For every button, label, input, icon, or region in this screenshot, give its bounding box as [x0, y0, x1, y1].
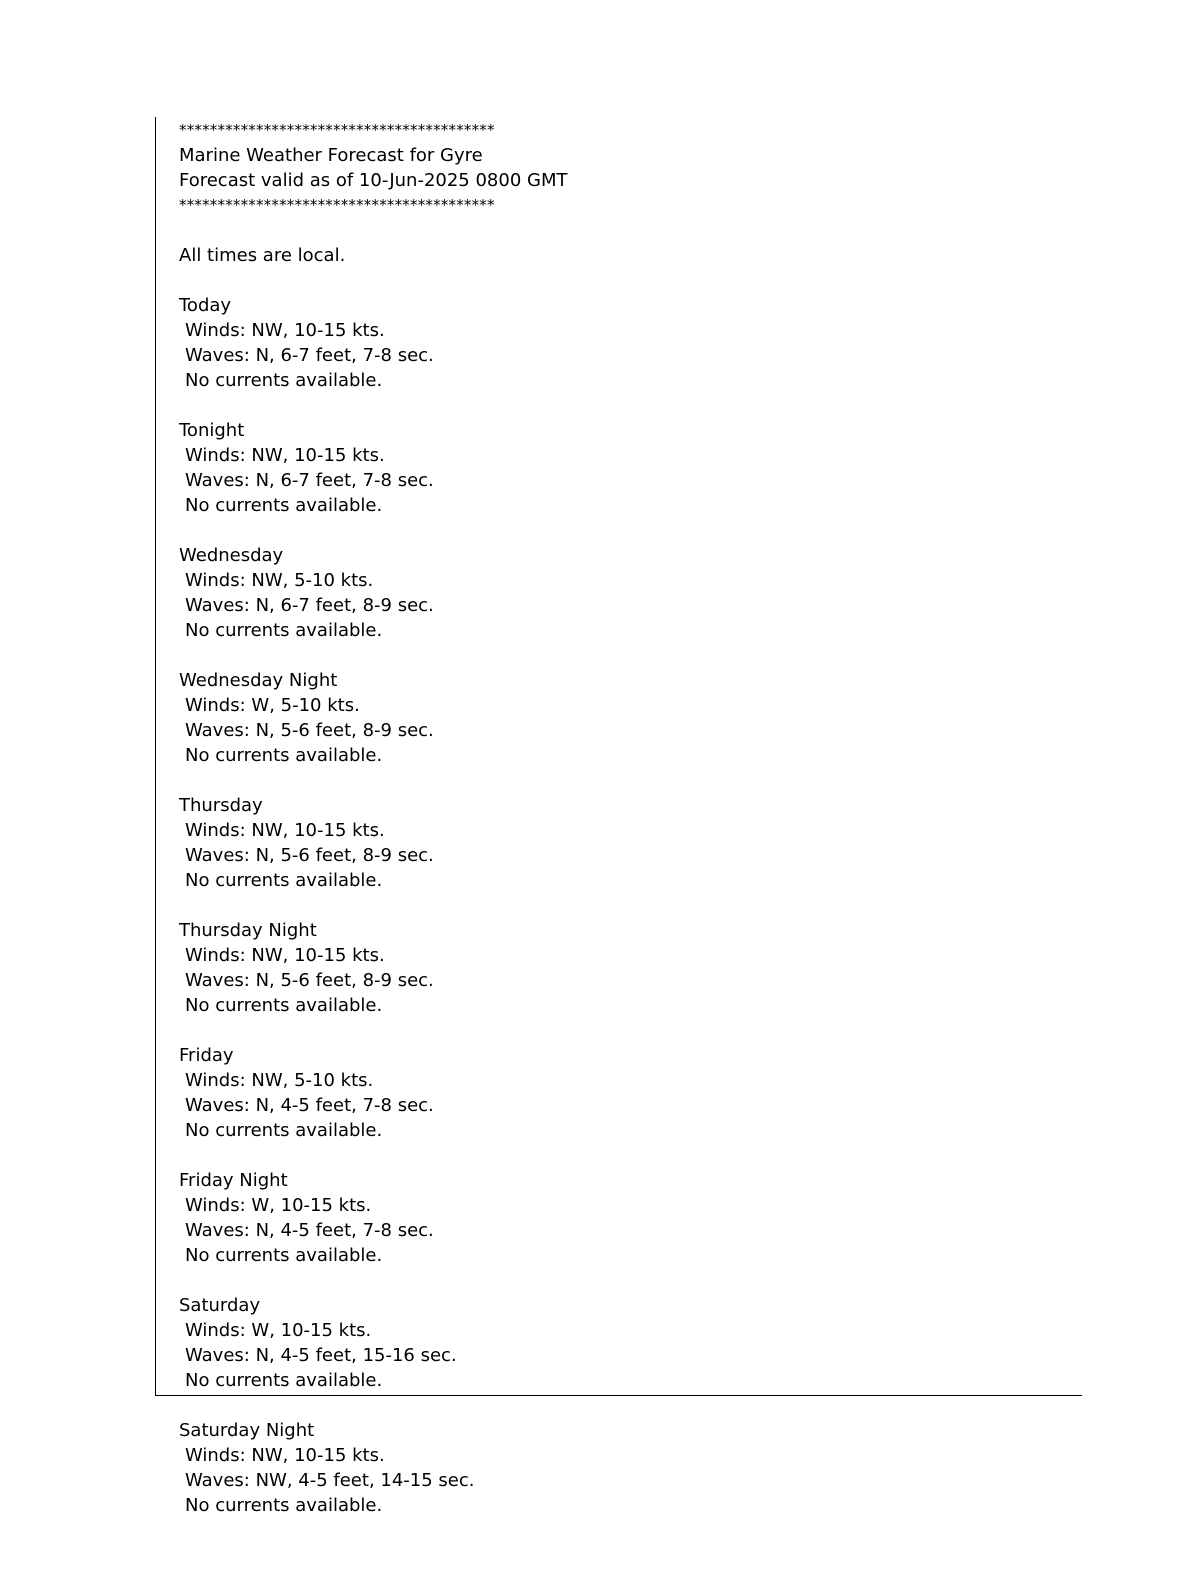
period-winds: Winds: W, 5-10 kts.	[185, 695, 360, 716]
forecast-title: Marine Weather Forecast for Gyre	[179, 145, 483, 166]
forecast-period	[179, 668, 1079, 793]
period-name: Friday	[179, 1045, 234, 1066]
time-zone-note: All times are local.	[179, 245, 346, 266]
period-waves: Waves: N, 4-5 feet, 7-8 sec.	[185, 1095, 434, 1116]
period-winds: Winds: W, 10-15 kts.	[185, 1195, 372, 1216]
spacer	[179, 1268, 1079, 1293]
period-waves: Waves: N, 5-6 feet, 8-9 sec.	[185, 845, 434, 866]
period-winds: Winds: NW, 10-15 kts.	[185, 820, 385, 841]
period-name: Saturday Night	[179, 1420, 315, 1441]
header-separator-top: *****************************************	[179, 121, 495, 139]
document-frame-left-border	[155, 117, 156, 1396]
forecast-period	[179, 1168, 1079, 1293]
forecast-period	[179, 418, 1079, 543]
spacer	[179, 218, 1079, 243]
period-currents: No currents available.	[185, 370, 383, 391]
period-winds: Winds: NW, 10-15 kts.	[185, 945, 385, 966]
spacer	[179, 1143, 1079, 1168]
spacer	[179, 518, 1079, 543]
period-winds: Winds: NW, 10-15 kts.	[185, 1445, 385, 1466]
period-winds: Winds: NW, 5-10 kts.	[185, 570, 374, 591]
period-name: Wednesday	[179, 545, 284, 566]
period-waves: Waves: NW, 4-5 feet, 14-15 sec.	[185, 1470, 475, 1491]
period-waves: Waves: N, 6-7 feet, 8-9 sec.	[185, 595, 434, 616]
forecast-periods-list	[179, 293, 1079, 1518]
forecast-period	[179, 1043, 1079, 1168]
period-currents: No currents available.	[185, 495, 383, 516]
forecast-period	[179, 1293, 1079, 1418]
period-waves: Waves: N, 4-5 feet, 7-8 sec.	[185, 1220, 434, 1241]
period-currents: No currents available.	[185, 870, 383, 891]
period-currents: No currents available.	[185, 1370, 383, 1391]
period-winds: Winds: NW, 5-10 kts.	[185, 1070, 374, 1091]
period-winds: Winds: NW, 10-15 kts.	[185, 320, 385, 341]
period-waves: Waves: N, 5-6 feet, 8-9 sec.	[185, 970, 434, 991]
period-winds: Winds: W, 10-15 kts.	[185, 1320, 372, 1341]
spacer	[179, 393, 1079, 418]
period-name: Today	[179, 295, 232, 316]
period-currents: No currents available.	[185, 1120, 383, 1141]
period-currents: No currents available.	[185, 1245, 383, 1266]
forecast-period	[179, 918, 1079, 1043]
period-waves: Waves: N, 4-5 feet, 15-16 sec.	[185, 1345, 457, 1366]
period-name: Tonight	[179, 420, 245, 441]
forecast-valid-time: Forecast valid as of 10-Jun-2025 0800 GMT	[179, 170, 568, 191]
period-currents: No currents available.	[185, 745, 383, 766]
period-name: Wednesday Night	[179, 670, 338, 691]
period-name: Saturday	[179, 1295, 261, 1316]
period-waves: Waves: N, 6-7 feet, 7-8 sec.	[185, 345, 434, 366]
spacer	[179, 1393, 1079, 1418]
forecast-document	[179, 118, 1079, 1518]
period-name: Friday Night	[179, 1170, 288, 1191]
period-waves: Waves: N, 6-7 feet, 7-8 sec.	[185, 470, 434, 491]
spacer	[179, 268, 1079, 293]
period-waves: Waves: N, 5-6 feet, 8-9 sec.	[185, 720, 434, 741]
period-currents: No currents available.	[185, 995, 383, 1016]
forecast-period	[179, 793, 1079, 918]
spacer	[179, 1018, 1079, 1043]
period-currents: No currents available.	[185, 1495, 383, 1516]
spacer	[179, 893, 1079, 918]
forecast-period	[179, 293, 1079, 418]
period-name: Thursday	[179, 795, 263, 816]
period-winds: Winds: NW, 10-15 kts.	[185, 445, 385, 466]
spacer	[179, 643, 1079, 668]
period-currents: No currents available.	[185, 620, 383, 641]
spacer	[179, 768, 1079, 793]
forecast-period	[179, 1418, 1079, 1518]
period-name: Thursday Night	[179, 920, 317, 941]
header-separator-bottom: *****************************************	[179, 196, 495, 214]
forecast-period	[179, 543, 1079, 668]
